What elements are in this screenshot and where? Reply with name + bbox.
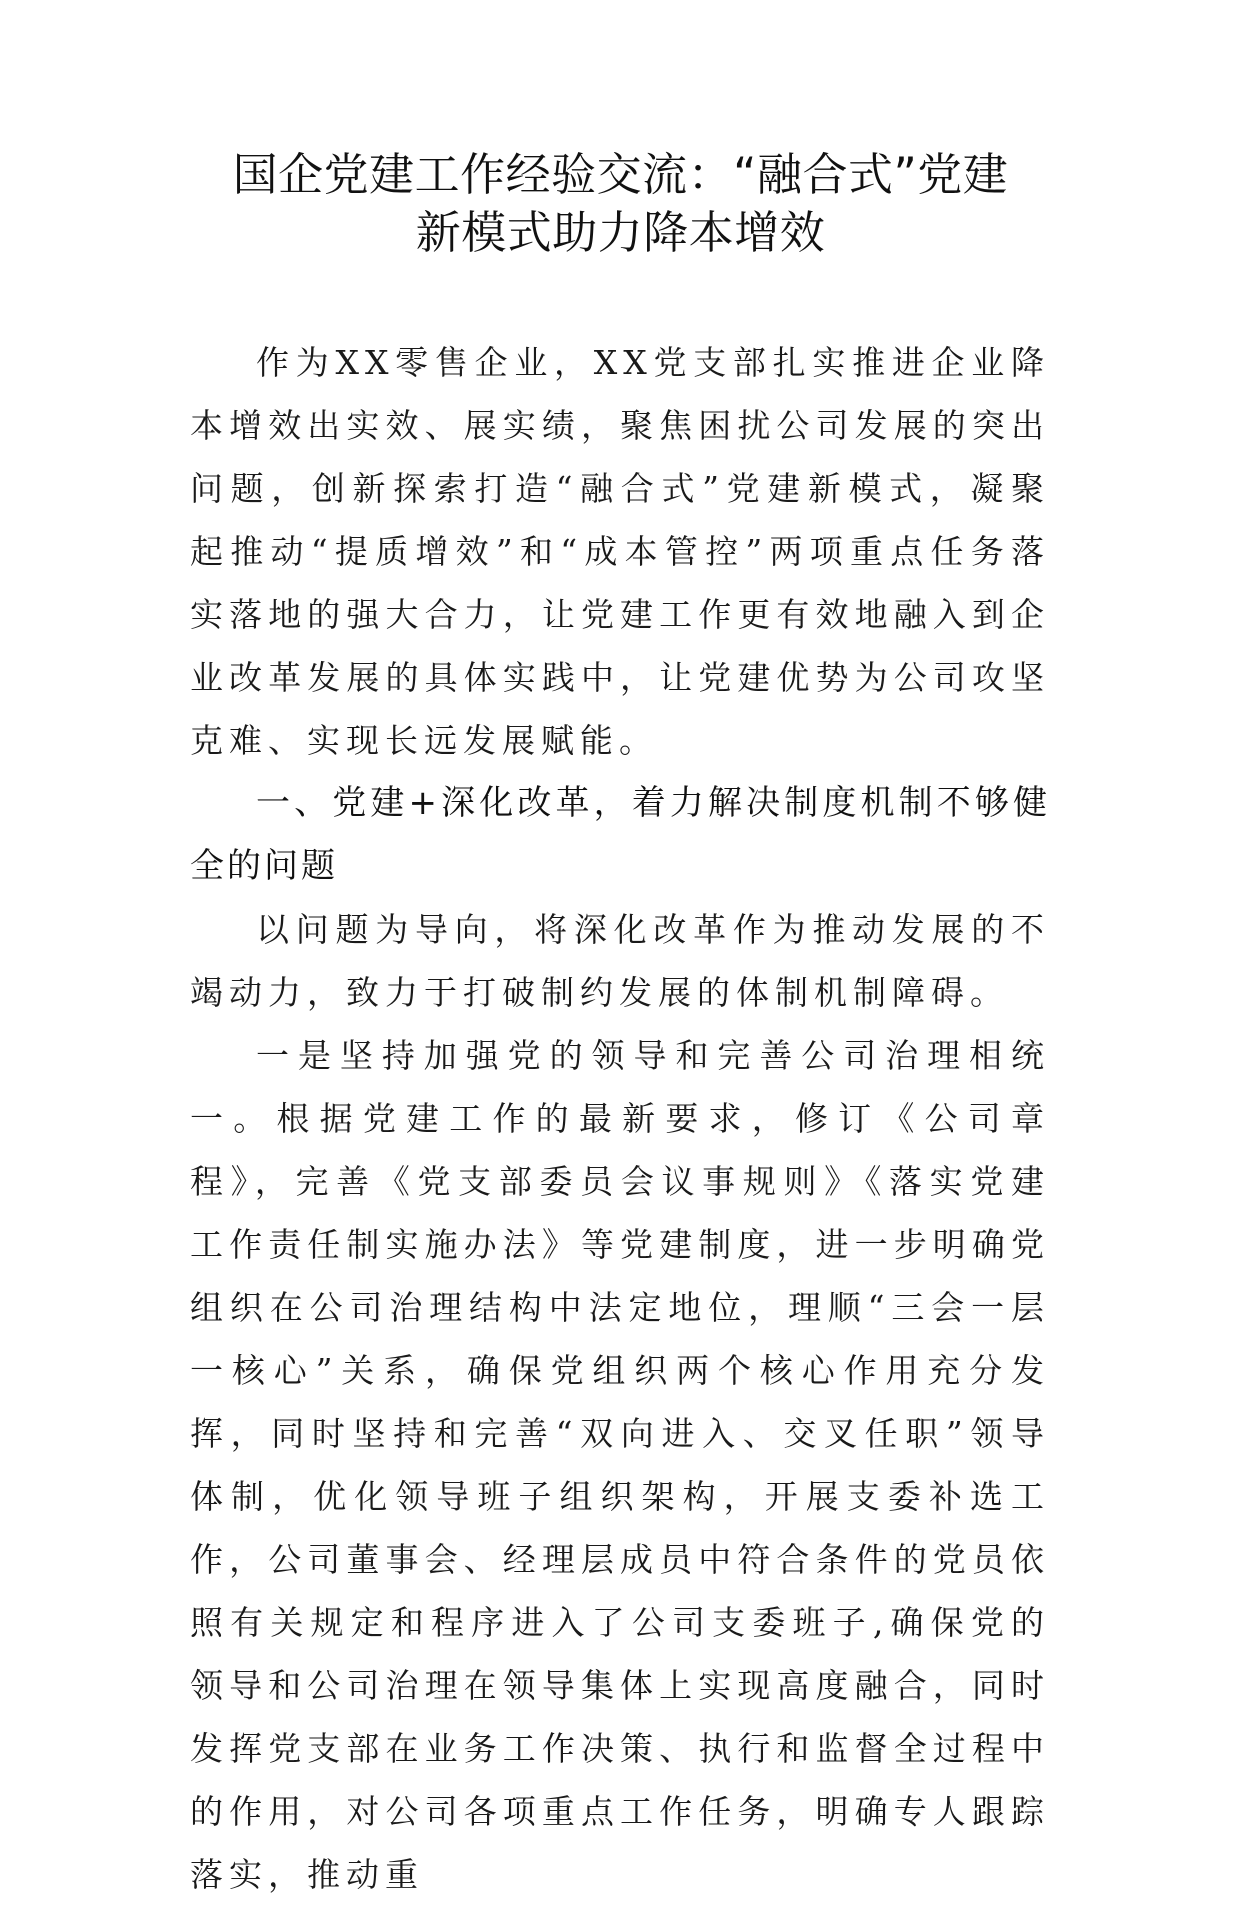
section-heading: 一、党建+深化改革，着力解决制度机制不够健全的问题 [190, 783, 1050, 886]
document-title [150, 146, 1091, 262]
intro-paragraph: 作为XX零售企业，XX党支部扎实推进企业降本增效出实效、展实绩，聚焦困扰公司发展的突出问题，创新探索打造“融合式”党建新模式，凝聚起推动“提质增效”和“成本管控”两项重点任务落实落地的强大合力，让党建工作更有效地融入到企业改革发展的具体实践中，让党建优势为公司攻坚克难、实现长远发展赋能。 [190, 343, 1050, 760]
title-line-1: 国企党建工作经验交流：“融合式”党建 [232, 148, 1009, 201]
section-paragraph: 一是坚持加强党的领导和完善公司治理相统一。根据党建工作的最新要求，修订《公司章程》，完善《党支部委员会议事规则》《落实党建工作责任制实施办法》等党建制度，进一步明确党组织在公司治理结构中法定地位，理顺“三会一层一核心”关系，确保党组织两个核心作用充分发挥，同时坚持和完善“双向进入、交叉任职”领导体制，优化领导班子组织架构，开展支委补选工作，公司董事会、经理层成员中符合条件的党员依照有关规定和程序进入了公司支委班子,确保党的领导和公司治理在领导集体上实现高度融合，同时发挥党支部在业务工作决策、执行和监督全过程中的作用，对公司各项重点工作任务，明确专人跟踪落实，推动重 [190, 1036, 1050, 1894]
document-body [190, 331, 1050, 1906]
title-line-2: 新模式助力降本增效 [415, 206, 826, 259]
section-paragraph: 以问题为导向，将深化改革作为推动发展的不竭动力，致力于打破制约发展的体制机制障碍。 [190, 910, 1050, 1012]
